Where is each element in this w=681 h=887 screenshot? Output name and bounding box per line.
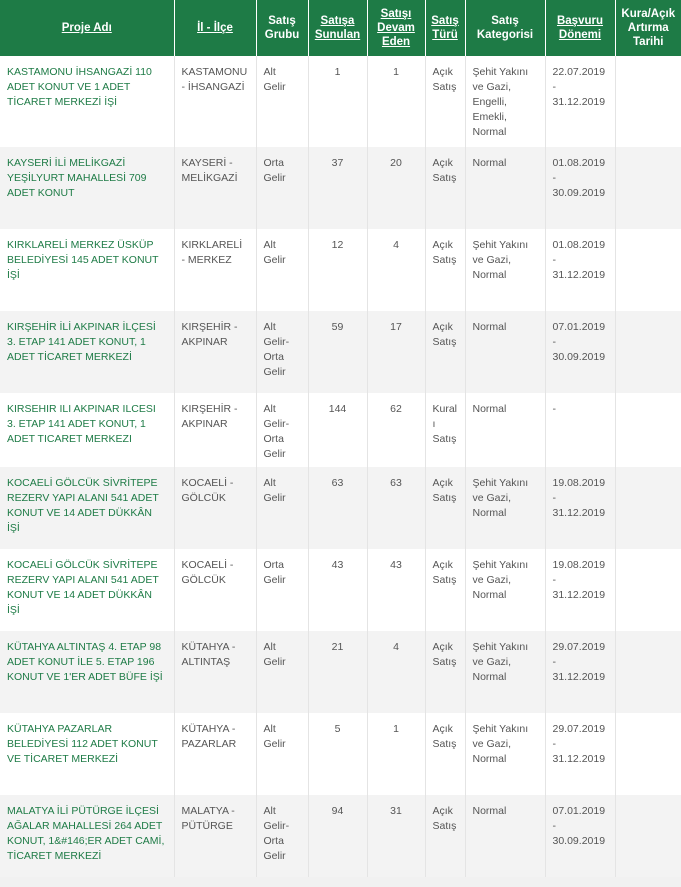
header-draw-date-label: Kura/Açık Artırma Tarihi: [621, 8, 676, 48]
header-sales-category: [465, 0, 545, 56]
cell-ongoing: 31: [367, 795, 425, 877]
cell-offered: 144: [308, 393, 367, 467]
cell-project-name[interactable]: KAYSERİ İLİ MELİKGAZİ YEŞİLYURT MAHALLESİ 709 ADET KONUT: [0, 147, 174, 229]
cell-sales-group: Alt Gelir: [256, 713, 308, 795]
cell-sales-category: Normal: [465, 147, 545, 229]
cell-draw-date: [615, 631, 681, 713]
cell-ongoing: 20: [367, 147, 425, 229]
cell-city-district: KIRŞEHİR - AKPINAR: [174, 393, 256, 467]
table-row: [0, 56, 681, 147]
table-row: [0, 147, 681, 229]
cell-sales-category: Normal: [465, 795, 545, 877]
table-row: [0, 467, 681, 549]
cell-sales-group: Orta Gelir: [256, 147, 308, 229]
cell-project-name[interactable]: MALATYA İLİ PÜTÜRGE İLÇESİ AĞALAR MAHALLESİ 264 ADET KONUT, 1&#146;ER ADET CAMİ, TİCARET MERKEZİ: [0, 795, 174, 877]
cell-application-period: 29.07.2019 - 31.12.2019: [545, 631, 615, 713]
header-sales-category-label: Satış Kategorisi: [476, 15, 534, 41]
cell-ongoing: 1: [367, 56, 425, 147]
cell-application-period: 19.08.2019 - 31.12.2019: [545, 549, 615, 631]
cell-sales-category: Şehit Yakını ve Gazi, Normal: [465, 229, 545, 311]
cell-city-district: KAYSERİ - MELİKGAZİ: [174, 147, 256, 229]
header-sales-group-label: Satış Grubu: [264, 15, 300, 41]
cell-draw-date: [615, 549, 681, 631]
cell-ongoing: 63: [367, 467, 425, 549]
cell-sales-type: Açık Satış: [425, 56, 465, 147]
cell-city-district: KASTAMONU - İHSANGAZİ: [174, 56, 256, 147]
cell-application-period: 29.07.2019 - 31.12.2019: [545, 713, 615, 795]
cell-sales-type: Açık Satış: [425, 311, 465, 393]
cell-ongoing: 4: [367, 631, 425, 713]
cell-application-period: 07.01.2019 - 30.09.2019: [545, 795, 615, 877]
table-header-row: [0, 0, 681, 56]
cell-draw-date: [615, 229, 681, 311]
cell-city-district: KÜTAHYA - ALTINTAŞ: [174, 631, 256, 713]
cell-offered: 63: [308, 467, 367, 549]
header-city-district[interactable]: [174, 0, 256, 56]
cell-sales-group: Orta Gelir: [256, 549, 308, 631]
table-row: [0, 549, 681, 631]
cell-draw-date: [615, 713, 681, 795]
cell-draw-date: [615, 56, 681, 147]
cell-sales-category: Şehit Yakını ve Gazi, Normal: [465, 713, 545, 795]
header-offered-label: Satışa Sunulan: [314, 15, 361, 41]
cell-offered: 1: [308, 56, 367, 147]
cell-sales-group: Alt Gelir: [256, 467, 308, 549]
cell-project-name[interactable]: KASTAMONU İHSANGAZİ 110 ADET KONUT VE 1 ADET TİCARET MERKEZİ İŞİ: [0, 56, 174, 147]
cell-sales-type: Açık Satış: [425, 467, 465, 549]
cell-ongoing: 1: [367, 713, 425, 795]
cell-application-period: 01.08.2019 - 31.12.2019: [545, 229, 615, 311]
header-project-name[interactable]: [0, 0, 174, 56]
table-row: [0, 229, 681, 311]
cell-project-name[interactable]: KOCAELİ GÖLCÜK SİVRİTEPE REZERV YAPI ALANI 541 ADET KONUT VE 14 ADET DÜKKÂN İŞİ: [0, 467, 174, 549]
cell-sales-type: Açık Satış: [425, 631, 465, 713]
cell-sales-group: Alt Gelir: [256, 631, 308, 713]
cell-city-district: KIRŞEHİR - AKPINAR: [174, 311, 256, 393]
cell-project-name[interactable]: KÜTAHYA PAZARLAR BELEDİYESİ 112 ADET KONUT VE TİCARET MERKEZİ: [0, 713, 174, 795]
cell-sales-group: Alt Gelir: [256, 229, 308, 311]
header-sales-type[interactable]: [425, 0, 465, 56]
cell-application-period: -: [545, 393, 615, 467]
cell-sales-group: Alt Gelir-Orta Gelir: [256, 311, 308, 393]
table-body: [0, 56, 681, 877]
header-draw-date: [615, 0, 681, 56]
cell-sales-category: Şehit Yakını ve Gazi, Engelli, Emekli, Normal: [465, 56, 545, 147]
cell-application-period: 22.07.2019 - 31.12.2019: [545, 56, 615, 147]
table-row: [0, 713, 681, 795]
cell-ongoing: 17: [367, 311, 425, 393]
cell-sales-type: Açık Satış: [425, 549, 465, 631]
cell-offered: 37: [308, 147, 367, 229]
table-row: [0, 311, 681, 393]
cell-city-district: KOCAELİ - GÖLCÜK: [174, 467, 256, 549]
cell-offered: 43: [308, 549, 367, 631]
cell-draw-date: [615, 393, 681, 467]
cell-city-district: MALATYA - PÜTÜRGE: [174, 795, 256, 877]
cell-sales-group: Alt Gelir: [256, 56, 308, 147]
cell-sales-group: Alt Gelir-Orta Gelir: [256, 393, 308, 467]
cell-ongoing: 4: [367, 229, 425, 311]
header-city-district-label: İl - İlçe: [197, 22, 233, 34]
cell-project-name[interactable]: KÜTAHYA ALTINTAŞ 4. ETAP 98 ADET KONUT İLE 5. ETAP 196 KONUT VE 1'ER ADET BÜFE İŞİ: [0, 631, 174, 713]
cell-draw-date: [615, 467, 681, 549]
cell-offered: 59: [308, 311, 367, 393]
table-row: [0, 795, 681, 877]
header-project-name-label: Proje Adı: [61, 22, 112, 34]
table-row: [0, 631, 681, 713]
cell-draw-date: [615, 311, 681, 393]
cell-draw-date: [615, 795, 681, 877]
cell-project-name[interactable]: KIRSEHIR ILI AKPINAR ILCESI 3. ETAP 141 ADET KONUT, 1 ADET TICARET MERKEZI: [0, 393, 174, 467]
cell-ongoing: 62: [367, 393, 425, 467]
cell-city-district: KIRKLARELİ - MERKEZ: [174, 229, 256, 311]
header-ongoing-label: Satışı Devam Eden: [377, 8, 415, 48]
cell-sales-category: Normal: [465, 311, 545, 393]
cell-city-district: KÜTAHYA - PAZARLAR: [174, 713, 256, 795]
cell-sales-type: Açık Satış: [425, 713, 465, 795]
cell-project-name[interactable]: KIRŞEHİR İLİ AKPINAR İLÇESİ 3. ETAP 141 ADET KONUT, 1 ADET TİCARET MERKEZİ: [0, 311, 174, 393]
cell-sales-type: Açık Satış: [425, 229, 465, 311]
cell-offered: 94: [308, 795, 367, 877]
cell-sales-category: Normal: [465, 393, 545, 467]
cell-sales-type: Açık Satış: [425, 147, 465, 229]
table-row: [0, 393, 681, 467]
header-sales-group: [256, 0, 308, 56]
cell-sales-category: Şehit Yakını ve Gazi, Normal: [465, 631, 545, 713]
header-sales-type-label: Satış Türü: [431, 15, 459, 41]
cell-project-name[interactable]: KIRKLARELİ MERKEZ ÜSKÜP BELEDİYESİ 145 ADET KONUT İŞİ: [0, 229, 174, 311]
cell-offered: 12: [308, 229, 367, 311]
header-offered[interactable]: [308, 0, 367, 56]
header-application-period[interactable]: [545, 0, 615, 56]
cell-sales-type: Kuralı Satış: [425, 393, 465, 467]
cell-project-name[interactable]: KOCAELİ GÖLCÜK SİVRİTEPE REZERV YAPI ALANI 541 ADET KONUT VE 14 ADET DÜKKÂN İŞİ: [0, 549, 174, 631]
cell-offered: 21: [308, 631, 367, 713]
cell-application-period: 19.08.2019 - 31.12.2019: [545, 467, 615, 549]
cell-offered: 5: [308, 713, 367, 795]
cell-ongoing: 43: [367, 549, 425, 631]
cell-draw-date: [615, 147, 681, 229]
cell-sales-group: Alt Gelir-Orta Gelir: [256, 795, 308, 877]
cell-city-district: KOCAELİ - GÖLCÜK: [174, 549, 256, 631]
header-application-period-label: Başvuru Dönemi: [556, 15, 604, 41]
header-ongoing[interactable]: [367, 0, 425, 56]
cell-sales-type: Açık Satış: [425, 795, 465, 877]
cell-sales-category: Şehit Yakını ve Gazi, Normal: [465, 467, 545, 549]
cell-sales-category: Şehit Yakını ve Gazi, Normal: [465, 549, 545, 631]
cell-application-period: 01.08.2019 - 30.09.2019: [545, 147, 615, 229]
cell-application-period: 07.01.2019 - 30.09.2019: [545, 311, 615, 393]
